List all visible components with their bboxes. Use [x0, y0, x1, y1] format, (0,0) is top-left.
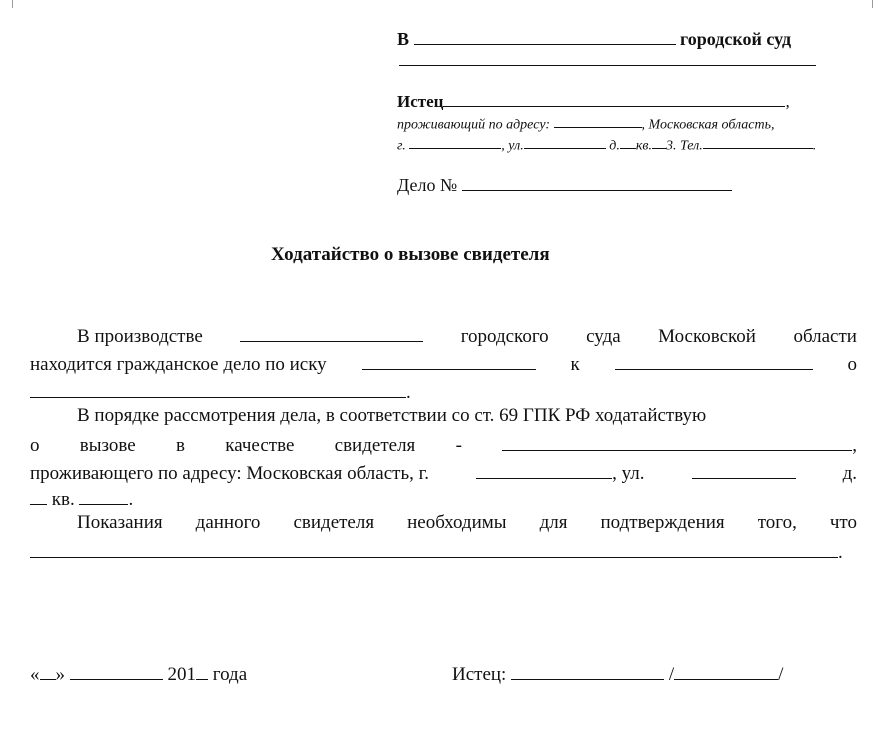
case-label: Дело №: [397, 175, 458, 196]
date-line: [30, 661, 247, 686]
p1-line-1: [30, 323, 857, 348]
p3-word: данного: [195, 512, 261, 533]
p3-word: свидетеля: [293, 512, 375, 533]
city-blank[interactable]: [409, 135, 501, 149]
p2-word: вызове: [79, 435, 136, 457]
page-corner-mark-right: [872, 0, 873, 8]
address-end: .: [812, 138, 817, 154]
p3-word: подтверждения: [600, 512, 725, 533]
p3-line-2: [30, 539, 843, 564]
p2-line-4: [30, 486, 133, 511]
signature-label: Истец:: [452, 664, 507, 686]
p1-end: .: [406, 382, 411, 404]
p3-word: Показания: [77, 512, 163, 533]
testimony-purpose-blank[interactable]: [30, 539, 838, 558]
p1-word: В: [77, 326, 90, 348]
phone-blank[interactable]: [703, 135, 813, 149]
witness-city-blank[interactable]: [476, 460, 612, 479]
witness-name-blank[interactable]: [502, 432, 852, 451]
claimant-blank[interactable]: [362, 351, 536, 370]
court-second-blank[interactable]: [399, 65, 816, 66]
street-label: , ул.: [501, 138, 524, 154]
p1-word: городского: [460, 326, 549, 348]
p1-word: производстве: [94, 326, 203, 348]
p1-line-2: [30, 351, 857, 376]
court-line: [397, 27, 791, 50]
signature-line: [452, 661, 783, 686]
claim-subject-blank[interactable]: [30, 379, 406, 398]
p1-word: Московской: [658, 326, 756, 348]
address-line-1: [397, 114, 775, 133]
year-prefix: 201: [167, 664, 196, 686]
p2-end: .: [128, 489, 134, 511]
p3-word: необходимы: [407, 512, 507, 533]
p2-apt-label: кв.: [51, 489, 75, 511]
year-blank[interactable]: [196, 661, 208, 680]
court-suffix: городской суд: [680, 29, 792, 50]
slash-open: /: [668, 664, 675, 686]
plaintiff-name-blank[interactable]: [443, 90, 785, 107]
address-line-2: [397, 135, 816, 154]
page-corner-mark-left: [12, 0, 13, 8]
p1-word: суда: [586, 326, 621, 348]
p1-line-3: [30, 379, 411, 404]
date-open-quote: «: [30, 664, 40, 686]
day-blank[interactable]: [40, 661, 56, 680]
defendant-blank[interactable]: [615, 351, 813, 370]
city-label: г.: [397, 138, 406, 154]
p2-house-label: д.: [842, 463, 857, 485]
witness-house-blank[interactable]: [30, 486, 47, 505]
phone-label: 3. Тел.: [665, 138, 703, 154]
p1-k: к: [570, 354, 580, 376]
p2-comma: ,: [852, 435, 857, 457]
month-blank[interactable]: [70, 661, 163, 680]
p3-word: того,: [757, 512, 797, 533]
p3-line-1: [30, 512, 857, 534]
p2-dash: -: [455, 435, 462, 457]
p2-line-2: [30, 432, 857, 457]
date-close-quote: »: [55, 664, 65, 686]
court-name-blank[interactable]: [414, 27, 676, 45]
p2-word: свидетеля: [334, 435, 416, 457]
p1-line-2-text: находится гражданское дело по иску: [30, 354, 327, 376]
address-blank[interactable]: [554, 114, 642, 128]
apt-label: кв.: [635, 138, 652, 154]
address-intro: проживающий по адресу:: [397, 117, 551, 133]
year-suffix: года: [212, 664, 248, 686]
court-prefix: В: [397, 29, 410, 50]
signature-name-blank[interactable]: [674, 661, 778, 680]
p1-o: о: [847, 354, 857, 376]
p3-word: для: [539, 512, 568, 533]
document-title: Ходатайство о вызове свидетеля: [271, 244, 550, 265]
case-number-blank[interactable]: [462, 173, 732, 191]
p2-word: качестве: [225, 435, 295, 457]
p1-word: области: [793, 326, 857, 348]
p3-word: что: [829, 512, 857, 533]
court-city-blank[interactable]: [240, 323, 423, 342]
address-region: , Московская область,: [641, 117, 775, 133]
p2-street-label: , ул.: [612, 463, 645, 485]
plaintiff-label: Истец: [397, 92, 444, 112]
p2-line-3-text: проживающего по адресу: Московская область, г.: [30, 463, 430, 485]
witness-apt-blank[interactable]: [79, 486, 128, 505]
p2-line-3: [30, 460, 857, 485]
p3-end: .: [838, 542, 843, 564]
house-label: д.: [609, 138, 620, 154]
case-number-line: [397, 173, 732, 196]
p2-word: в: [176, 435, 185, 457]
street-blank[interactable]: [524, 135, 606, 149]
p2-word: о: [30, 435, 40, 457]
apt-blank[interactable]: [652, 135, 666, 149]
plaintiff-line: [397, 90, 790, 112]
witness-street-blank[interactable]: [692, 460, 796, 479]
signature-blank[interactable]: [511, 661, 664, 680]
p2-line-1: В порядке рассмотрения дела, в соответствии со ст. 69 ГПК РФ ходатайствую: [77, 405, 707, 426]
house-blank[interactable]: [620, 135, 636, 149]
slash-close: /: [778, 664, 784, 686]
plaintiff-comma: ,: [785, 92, 790, 112]
